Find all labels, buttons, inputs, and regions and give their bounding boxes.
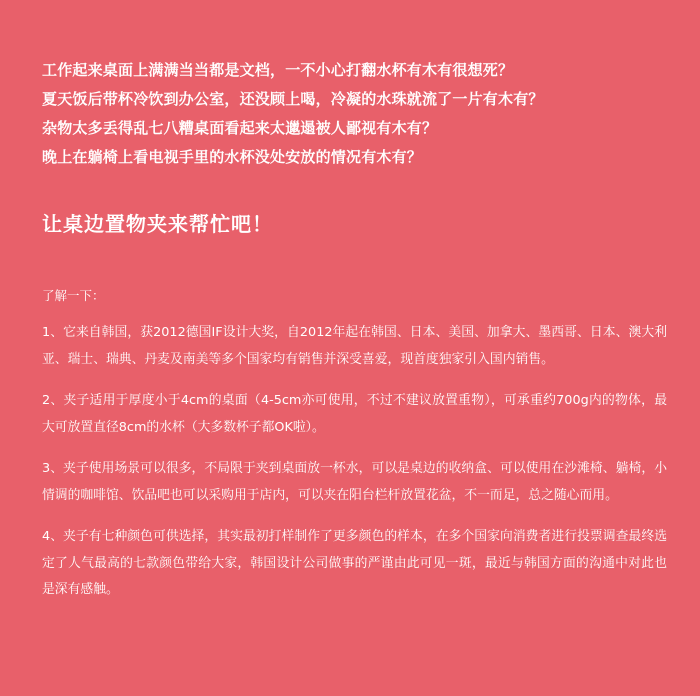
question-line: 晚上在躺椅上看电视手里的水杯没处安放的情况有木有？ — [42, 148, 423, 166]
headline: 让桌边置物夹来帮忙吧！ — [42, 212, 273, 236]
feature-point: 3、夹子使用场景可以很多，不局限于夹到桌面放一杯水，可以是桌边的收纳盒、可以使用在沙滩椅、躺椅，小情调的咖啡馆、饮品吧也可以采购用于店内，可以夹在阳台栏杆放置花盆，不一而足，总之随心而用。 — [42, 461, 667, 503]
intro-label: 了解一下： — [42, 288, 105, 303]
feature-point: 2、夹子适用于厚度小于4cm的桌面（4-5cm亦可使用，不过不建议放置重物），可承重约700g内的物体，最大可放置直径8cm的水杯（大多数杯子都OK啦）。 — [42, 393, 667, 435]
feature-point: 4、夹子有七种颜色可供选择，其实最初打样制作了更多颜色的样本，在多个国家向消费者进行投票调查最终选定了人气最高的七款颜色带给大家，韩国设计公司做事的严谨由此可见一斑，最近与韩国方面的沟通中对此也是深有感触。 — [42, 529, 667, 597]
question-line: 杂物太多丢得乱七八糟桌面看起来太邋遢被人鄙视有木有？ — [42, 119, 438, 137]
feature-point-list — [42, 320, 667, 619]
feature-point: 1、它来自韩国，获2012德国IF设计大奖，自2012年起在韩国、日本、美国、加拿大、墨西哥、日本、澳大利亚、瑞士、瑞典、丹麦及南美等多个国家均有销售并深受喜爱，现首度独家引入国内销售。 — [42, 325, 667, 367]
question-line: 工作起来桌面上满满当当都是文档，一不小心打翻水杯有木有很想死？ — [42, 61, 514, 79]
question-line: 夏天饭后带杯冷饮到办公室，还没顾上喝，冷凝的水珠就流了一片有木有？ — [42, 90, 544, 108]
question-list — [42, 56, 672, 172]
